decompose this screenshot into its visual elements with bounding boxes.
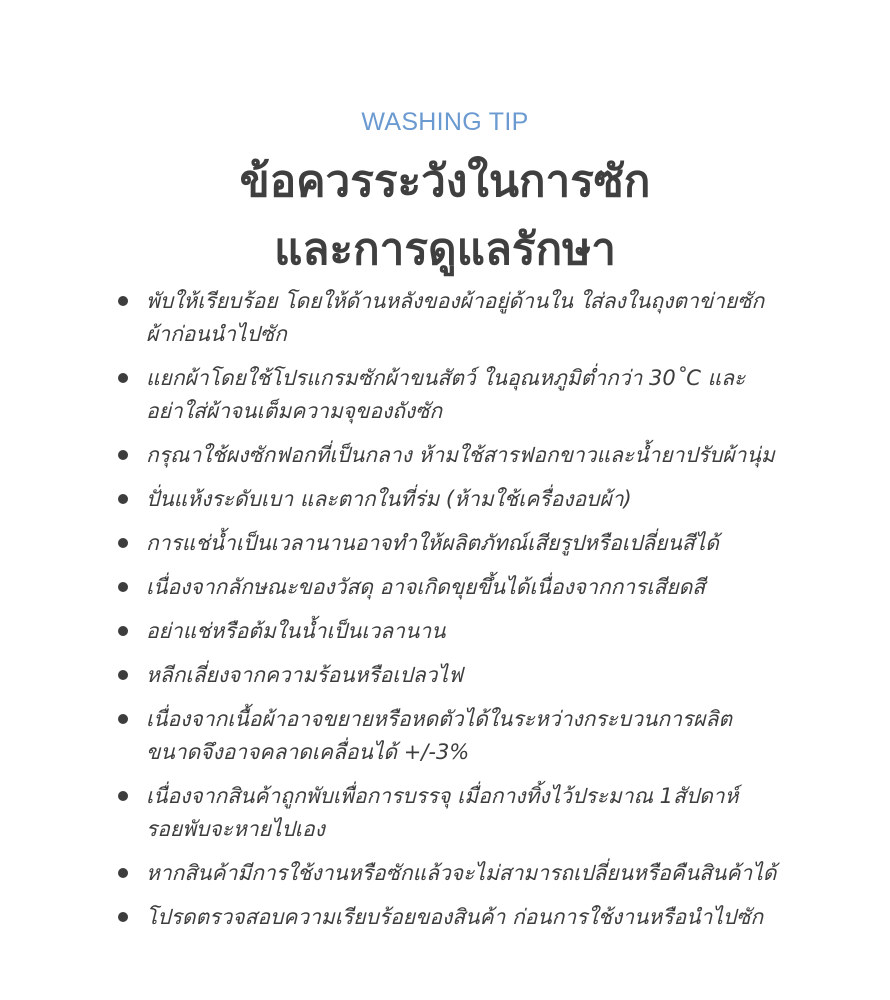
tip-text-line-1: กรุณาใช้ผงซักฟอกที่เป็นกลาง ห้ามใช้สารฟอกขาวและน้ำยาปรับผ้านุ่ม	[146, 443, 775, 467]
list-item	[118, 615, 848, 648]
tip-text-line-1: เนื่องจากสินค้าถูกพับเพื่อการบรรจุ เมื่อกางทิ้งไว้ประมาณ 1สัปดาห์	[146, 784, 739, 808]
tip-text-line-2: ผ้าก่อนนำไปซัก	[146, 322, 287, 346]
list-item	[118, 659, 848, 692]
bullet-icon	[118, 373, 128, 383]
title-line-1: ข้อควรระวังในการซัก	[239, 156, 651, 207]
title-line-2: และการดูแลรักษา	[274, 224, 616, 275]
bullet-icon	[118, 494, 128, 504]
bullet-icon	[118, 626, 128, 636]
tips-list	[118, 285, 848, 945]
bullet-icon	[118, 912, 128, 922]
list-item	[118, 362, 848, 428]
tip-text-line-1: หากสินค้ามีการใช้งานหรือซักแล้วจะไม่สามารถเปลี่ยนหรือคืนสินค้าได้	[146, 861, 777, 885]
list-item	[118, 483, 848, 516]
bullet-icon	[118, 868, 128, 878]
list-item	[118, 703, 848, 769]
bullet-icon	[118, 538, 128, 548]
tip-text-line-1: อย่าแช่หรือต้มในน้ำเป็นเวลานาน	[146, 619, 446, 643]
bullet-icon	[118, 296, 128, 306]
tip-text-line-1: ปั่นแห้งระดับเบา และตากในที่ร่ม (ห้ามใช้เครื่องอบผ้า)	[146, 487, 632, 511]
list-item	[118, 780, 848, 846]
tip-text-line-1: แยกผ้าโดยใช้โปรแกรมซักผ้าขนสัตว์ ในอุณหภูมิต่ำกว่า 30˚C และ	[146, 366, 746, 390]
list-item	[118, 901, 848, 934]
tip-text-line-2: รอยพับจะหายไปเอง	[146, 817, 325, 841]
tip-text-line-1: เนื่องจากเนื้อผ้าอาจขยายหรือหดตัวได้ในระหว่างกระบวนการผลิต	[146, 707, 732, 731]
tip-text-line-1: หลีกเลี่ยงจากความร้อนหรือเปลวไฟ	[146, 663, 463, 687]
bullet-icon	[118, 582, 128, 592]
list-item	[118, 285, 848, 351]
list-item	[118, 527, 848, 560]
bullet-icon	[118, 714, 128, 724]
bullet-icon	[118, 791, 128, 801]
tip-text-line-1: เนื่องจากลักษณะของวัสดุ อาจเกิดขุยขึ้นได้เนื่องจากการเสียดสี	[146, 575, 706, 599]
bullet-icon	[118, 450, 128, 460]
list-item	[118, 439, 848, 472]
page-title	[0, 148, 890, 284]
tip-text-line-2: ขนาดจึงอาจคลาดเคลื่อนได้ +/-3%	[146, 740, 470, 764]
list-item	[118, 857, 848, 890]
list-item	[118, 571, 848, 604]
bullet-icon	[118, 670, 128, 680]
tip-text-line-1: การแช่น้ำเป็นเวลานานอาจทำให้ผลิตภัทณ์เสียรูปหรือเปลี่ยนสีได้	[146, 531, 719, 555]
tip-text-line-1: โปรดตรวจสอบความเรียบร้อยของสินค้า ก่อนการใช้งานหรือนำไปซัก	[146, 905, 764, 929]
tip-text-line-2: อย่าใส่ผ้าจนเต็มความจุของถังซัก	[146, 399, 443, 423]
tip-text-line-1: พับให้เรียบร้อย โดยให้ด้านหลังของผ้าอยู่ด้านใน ใส่ลงในถุงตาข่ายซัก	[146, 289, 765, 313]
eyebrow-label: WASHING TIP	[361, 108, 529, 136]
